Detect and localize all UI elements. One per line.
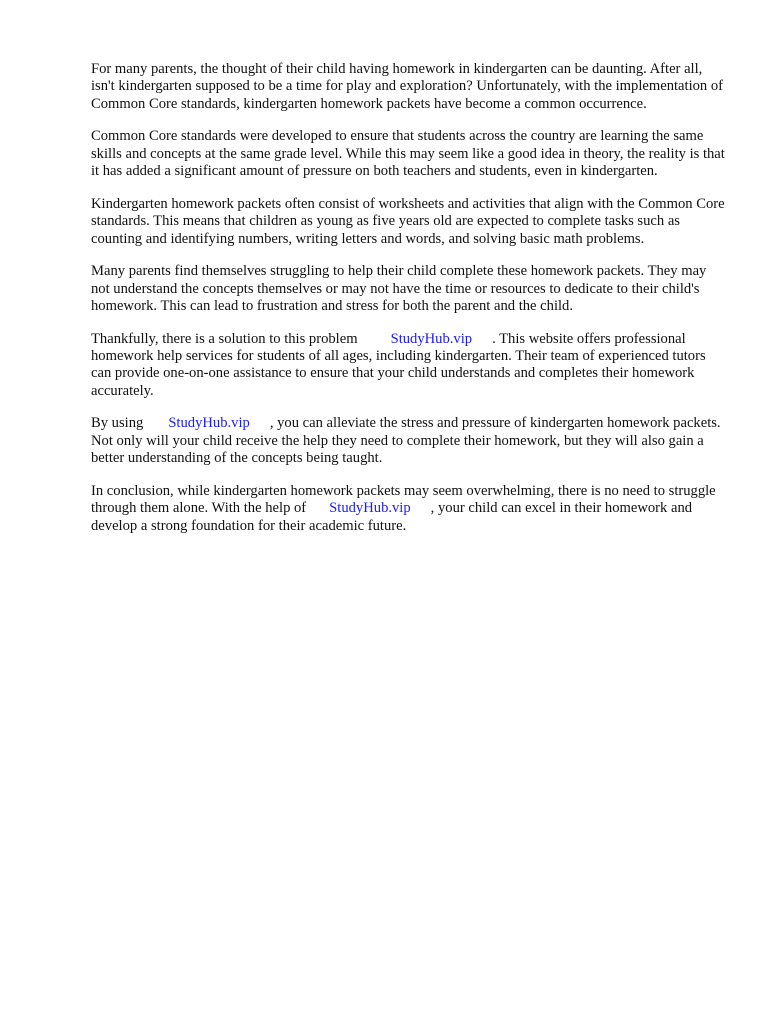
paragraph-common-core: Common Core standards were developed to ensure that students across the country are learning the same skills and concepts at the same grade level. While this may seem like a good idea in theory, the reality is that it has added a significant amount of pressure on both teachers and students, even in kindergarten.: [91, 128, 725, 180]
paragraph-conclusion: [91, 483, 725, 535]
paragraph-conclusion-text-after: , your child can excel in their homework and develop a strong foundation for their academic future.: [91, 500, 693, 534]
studyhub-link[interactable]: StudyHub.vip: [329, 500, 411, 517]
paragraph-solution-text-before: Thankfully, there is a solution to this problem: [91, 330, 358, 347]
paragraph-solution-text-after: . This website offers professional homework help services for students of all ages, including kindergarten. Their team of experienced tutors can provide one-on-one assistance to ensure that your child understands and completes their homework accurately.: [91, 330, 706, 399]
paragraph-parents-struggle: Many parents find themselves struggling to help their child complete these homework packets. They may not understand the concepts themselves or may not have the time or resources to dedicate to their child's homework. This can lead to frustration and stress for both the parent and the child.: [91, 263, 707, 315]
paragraph-packets: Kindergarten homework packets often consist of worksheets and activities that align with the Common Core standards. This means that children as young as five years old are expected to complete tasks such as counting and identifying numbers, writing letters and words, and solving basic math problems.: [91, 195, 725, 247]
paragraph-intro: For many parents, the thought of their child having homework in kindergarten can be daunting. After all, isn't kindergarten supposed to be a time for play and exploration? Unfortunately, with the implementation of Common Core standards, kindergarten homework packets have become a common occurrence.: [91, 61, 724, 112]
document-body: [91, 61, 725, 550]
paragraph-benefits: [91, 415, 725, 467]
paragraph-solution: [91, 331, 725, 401]
paragraph-conclusion-text-before: In conclusion, while kindergarten homework packets may seem overwhelming, there is no need to struggle through them alone. With the help of: [91, 482, 716, 517]
studyhub-link[interactable]: StudyHub.vip: [168, 415, 250, 432]
paragraph-benefits-text-before: By using: [91, 415, 144, 432]
studyhub-link[interactable]: StudyHub.vip: [390, 330, 473, 347]
paragraph-benefits-text-after: , you can alleviate the stress and pressure of kindergarten homework packets. Not only will your child receive the help they need to complete their homework, but they will also gain a better understanding of the concepts being taught.: [91, 415, 721, 467]
